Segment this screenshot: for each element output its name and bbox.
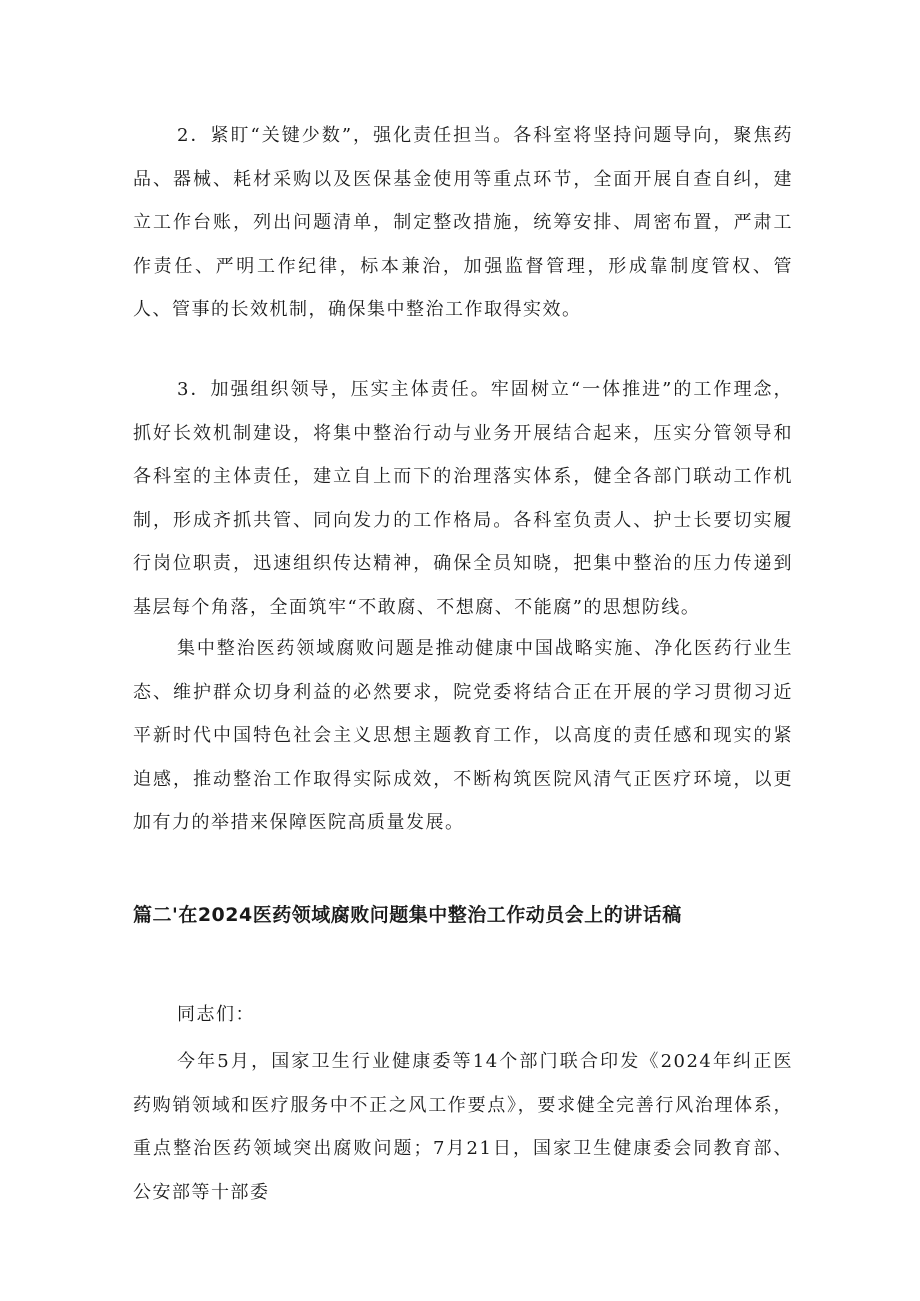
- salutation: 同志们：: [177, 1004, 255, 1025]
- paragraph-conclusion: 集中整治医药领域腐败问题是推动健康中国战略实施、净化医药行业生态、维护群众切身利益的必然要求，院党委将结合正在开展的学习贯彻习近平新时代中国特色社会主义思想主题教育工作，以高度的责任感和现实的紧迫感，推动整治工作取得实际成效，不断构筑医院风清气正医疗环境，以更加有力的举措来保障医院高质量发展。: [133, 638, 793, 833]
- paragraph-key-minority: 2．紧盯“关键少数”，强化责任担当。各科室将坚持问题导向，聚焦药品、器械、耗材采购以及医保基金使用等重点环节，全面开展自查自纠，建立工作台账，列出问题清单，制定整改措施，统筹安排、周密布置，严肃工作责任、严明工作纪律，标本兼治，加强监督管理，形成靠制度管权、管人、管事的长效机制，确保集中整治工作取得实效。: [133, 125, 793, 320]
- section-heading: 篇二'在2024医药领域腐败问题集中整治工作动员会上的讲话稿: [133, 904, 682, 926]
- paragraph-organization-leadership: 3．加强组织领导，压实主体责任。牢固树立“一体推进”的工作理念，抓好长效机制建设，将集中整治行动与业务开展结合起来，压实分管领导和各科室的主体责任，建立自上而下的治理落实体系，健全各部门联动工作机制，形成齐抓共管、同向发力的工作格局。各科室负责人、护士长要切实履行岗位职责，迅速组织传达精神，确保全员知晓，把集中整治的压力传递到基层每个角落，全面筑牢“不敢腐、不想腐、不能腐”的思想防线。: [133, 379, 793, 618]
- paragraph-speech-opening: 今年5月，国家卫生行业健康委等14个部门联合印发《2024年纠正医药购销领域和医疗服务中不正之风工作要点》，要求健全完善行风治理体系，重点整治医药领域突出腐败问题；7月21日，国家卫生健康委会同教育部、公安部等十部委: [133, 1051, 793, 1203]
